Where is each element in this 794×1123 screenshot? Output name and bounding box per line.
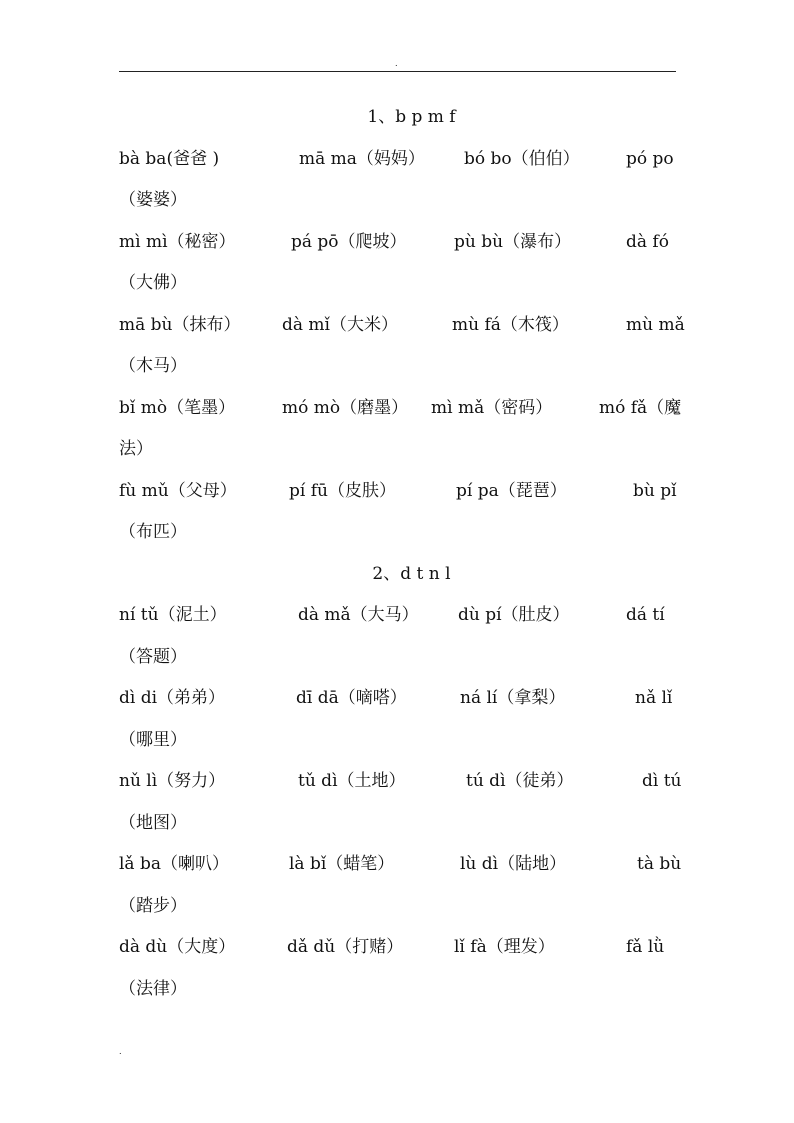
header-mark: . — [395, 59, 398, 68]
word-row-continuation: （法律） — [119, 978, 187, 999]
word-row — [119, 392, 694, 434]
word-item: mù fá（木筏） — [452, 314, 569, 335]
word-item: tà bù — [637, 854, 682, 874]
word-row — [119, 226, 694, 268]
word-item: pí pa（琵琶） — [456, 480, 567, 501]
word-row-continuation: （踏步） — [119, 895, 187, 916]
word-item: ní tǔ（泥土） — [119, 605, 227, 625]
word-row — [119, 475, 694, 517]
word-row — [119, 848, 694, 890]
word-item: fǎ lǜ — [626, 937, 665, 957]
word-item: lǎ ba（喇叭） — [119, 854, 229, 874]
word-item: dá tí — [626, 605, 665, 625]
word-row-continuation: （婆婆） — [119, 190, 187, 210]
word-row — [119, 682, 694, 724]
word-row — [119, 309, 694, 351]
word-row — [119, 143, 694, 185]
word-item: mì mǎ（密码） — [431, 397, 553, 418]
footer-mark: . — [119, 1047, 122, 1056]
word-row-continuation: （布匹） — [119, 522, 187, 542]
word-item: dà fó — [626, 231, 669, 252]
word-row-continuation: （木马） — [119, 356, 187, 376]
word-row-continuation: （答题） — [119, 646, 187, 667]
word-item: bǐ mò（笔墨） — [119, 397, 236, 418]
word-item: pá pō（爬坡） — [291, 231, 407, 252]
word-item: pù bù（瀑布） — [454, 231, 572, 252]
word-item: tǔ dì（土地） — [298, 771, 406, 791]
word-item: dī dā（嘀嗒） — [296, 688, 407, 708]
word-item: lǐ fà（理发） — [454, 937, 555, 957]
word-item: dà dù（大度） — [119, 937, 236, 957]
word-item: nǎ lǐ — [635, 688, 673, 708]
word-item: bó bo（伯伯） — [464, 148, 580, 169]
word-item: pó po — [626, 148, 674, 169]
word-item: dǎ dǔ（打赌） — [287, 937, 404, 957]
word-item: ná lí（拿梨） — [460, 688, 566, 708]
word-item: bù pǐ — [633, 480, 677, 501]
word-item: là bǐ（蜡笔） — [289, 854, 395, 874]
word-item: mì mì（秘密） — [119, 231, 236, 252]
word-row-continuation: （地图） — [119, 812, 187, 833]
word-item: mā bù（抹布） — [119, 314, 241, 335]
word-item: dà mǐ（大米） — [282, 314, 398, 335]
word-item: dà mǎ（大马） — [298, 605, 419, 625]
word-item: nǔ lì（努力） — [119, 771, 226, 791]
word-item: mù mǎ — [626, 314, 685, 335]
header-rule — [119, 71, 676, 72]
word-row-continuation: （大佛） — [119, 273, 187, 293]
word-item: mó mò（磨墨） — [282, 397, 409, 418]
word-item: mā ma（妈妈） — [299, 148, 425, 169]
word-row — [119, 765, 694, 807]
section-title-1: 1、b p m f — [367, 107, 456, 127]
word-item: bà ba(爸爸 ) — [119, 148, 220, 169]
word-item: lù dì（陆地） — [460, 854, 567, 874]
word-row — [119, 599, 694, 641]
word-item: mó fǎ（魔 — [599, 397, 682, 418]
word-item: dì di（弟弟） — [119, 688, 226, 708]
section-title-2: 2、d t n l — [372, 563, 451, 584]
word-item: dì tú — [642, 771, 682, 791]
word-item: dù pí（肚皮） — [458, 605, 570, 625]
word-item: fù mǔ（父母） — [119, 480, 237, 501]
word-row-continuation: 法） — [119, 439, 153, 459]
document-body — [119, 101, 694, 1014]
word-item: tú dì（徒弟） — [466, 771, 574, 791]
word-item: pí fū（皮肤） — [289, 480, 396, 501]
word-row — [119, 931, 694, 973]
word-row-continuation: （哪里） — [119, 729, 187, 750]
